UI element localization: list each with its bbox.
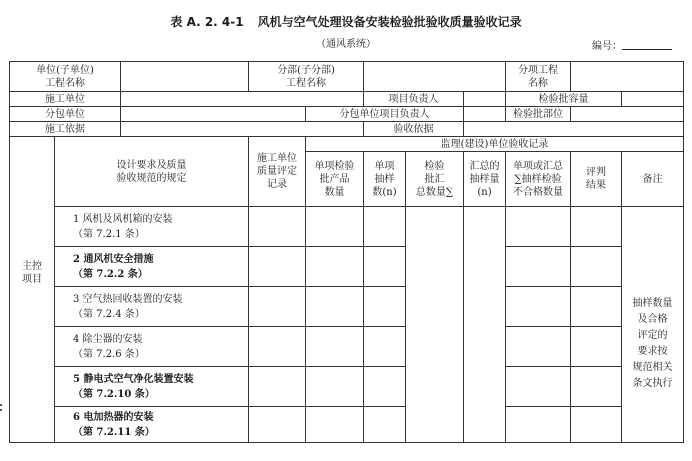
subcontractor-label: 分包单位 (10, 107, 121, 122)
inspection-item-1: 1 风机及风机箱的安装 （第 7.2.1 条） (55, 207, 249, 247)
category-main-control: 主控 项目 (10, 137, 55, 443)
acceptance-basis-field[interactable] (464, 122, 684, 137)
item-6-sample-count[interactable] (364, 407, 406, 443)
sub-project-name-label: 分部(子分部) 工程名称 (249, 62, 364, 92)
acceptance-basis-label: 验收依据 (364, 122, 464, 137)
item-4-batch-quantity[interactable] (306, 327, 364, 367)
item-3-sample-count[interactable] (364, 287, 406, 327)
item-2-judgement[interactable] (571, 247, 622, 287)
item-4-sample-count[interactable] (364, 327, 406, 367)
item-5-nonconforming[interactable] (506, 367, 571, 407)
item-2-batch-quantity[interactable] (306, 247, 364, 287)
item-5-judgement[interactable] (571, 367, 622, 407)
item-6-judgement[interactable] (571, 407, 622, 443)
batch-location-label: 检验批部位 (506, 107, 571, 122)
total-sample-count-cell[interactable] (464, 207, 506, 443)
record-number-label: 编号： (592, 41, 622, 52)
constructor-evaluation-header: 施工单位 质量评定 记录 (249, 137, 306, 207)
unit-project-name-label: 单位(子单位) 工程名称 (10, 62, 121, 92)
form-code: 表 A. 2. 4-1 (170, 15, 244, 29)
single-sample-count-header: 单项 抽样 数(n) (364, 152, 406, 207)
item-project-name-field[interactable] (571, 62, 684, 92)
design-requirement-header: 设计要求及质量 验收规范的规定 (55, 137, 249, 207)
record-number (592, 37, 622, 52)
inspection-item-5: 5 静电式空气净化装置安装 （第 7.2.10 条） (55, 367, 249, 407)
supervision-acceptance-header: 监理(建设)单位验收记录 (306, 137, 684, 152)
item-1-sample-count[interactable] (364, 207, 406, 247)
item-1-judgement[interactable] (571, 207, 622, 247)
item-5-constructor-record[interactable] (249, 367, 306, 407)
batch-capacity-label: 检验批容量 (506, 92, 622, 107)
item-2-nonconforming[interactable] (506, 247, 571, 287)
item-3-batch-quantity[interactable] (306, 287, 364, 327)
inspection-item-6: 6 电加热器的安装 （第 7.2.11 条） (55, 407, 249, 443)
item-3-constructor-record[interactable] (249, 287, 306, 327)
construction-basis-label: 施工依据 (10, 122, 121, 137)
sub-project-manager-label: 分包单位项目负责人 (306, 107, 464, 122)
remarks-header: 备注 (622, 152, 684, 207)
constructor-label: 施工单位 (10, 92, 121, 107)
sub-project-name-field[interactable] (364, 62, 506, 92)
item-2-sample-count[interactable] (364, 247, 406, 287)
sub-project-manager-field[interactable] (464, 107, 506, 122)
binding-edge-mark (0, 404, 3, 416)
batch-total-quantity-cell[interactable] (406, 207, 464, 443)
batch-capacity-field[interactable] (622, 92, 684, 107)
project-manager-label: 项目负责人 (364, 92, 464, 107)
item-2-constructor-record[interactable] (249, 247, 306, 287)
total-sample-count-header: 汇总的 抽样量 (n) (464, 152, 506, 207)
item-5-batch-quantity[interactable] (306, 367, 364, 407)
item-6-nonconforming[interactable] (506, 407, 571, 443)
item-3-nonconforming[interactable] (506, 287, 571, 327)
subcontractor-field[interactable] (121, 107, 306, 122)
item-6-constructor-record[interactable] (249, 407, 306, 443)
item-project-name-label: 分项工程 名称 (506, 62, 571, 92)
unit-project-name-field[interactable] (121, 62, 249, 92)
project-manager-field[interactable] (464, 92, 506, 107)
judgement-result-header: 评判 结果 (571, 152, 622, 207)
inspection-item-3: 3 空气热回收装置的安装 （第 7.2.4 条） (55, 287, 249, 327)
form-title (0, 13, 692, 30)
inspection-record-table (9, 61, 684, 443)
item-5-sample-count[interactable] (364, 367, 406, 407)
inspection-item-4: 4 除尘器的安装 （第 7.2.6 条） (55, 327, 249, 367)
form-title-text: 风机与空气处理设备安装检验批验收质量验收记录 (257, 15, 522, 29)
item-3-judgement[interactable] (571, 287, 622, 327)
record-number-field[interactable] (622, 49, 672, 50)
construction-basis-field[interactable] (121, 122, 364, 137)
inspection-item-2: 2 通风机安全措施 （第 7.2.2 条） (55, 247, 249, 287)
single-batch-quantity-header: 单项检验 批产品 数量 (306, 152, 364, 207)
batch-location-field[interactable] (571, 107, 684, 122)
batch-total-quantity-header: 检验 批汇 总数量∑ (406, 152, 464, 207)
constructor-field[interactable] (121, 92, 364, 107)
item-6-batch-quantity[interactable] (306, 407, 364, 443)
nonconforming-count-header: 单项或汇总 ∑抽样检验 不合格数量 (506, 152, 571, 207)
remarks-note: 抽样数量 及合格 评定的 要求按 规范相关 条文执行 (622, 247, 684, 443)
item-4-constructor-record[interactable] (249, 327, 306, 367)
item-1-nonconforming[interactable] (506, 207, 571, 247)
item-1-remarks (622, 207, 684, 247)
item-4-judgement[interactable] (571, 327, 622, 367)
form-subtitle: （通风系统） (316, 39, 376, 50)
item-1-batch-quantity[interactable] (306, 207, 364, 247)
item-4-nonconforming[interactable] (506, 327, 571, 367)
item-1-constructor-record[interactable] (249, 207, 306, 247)
